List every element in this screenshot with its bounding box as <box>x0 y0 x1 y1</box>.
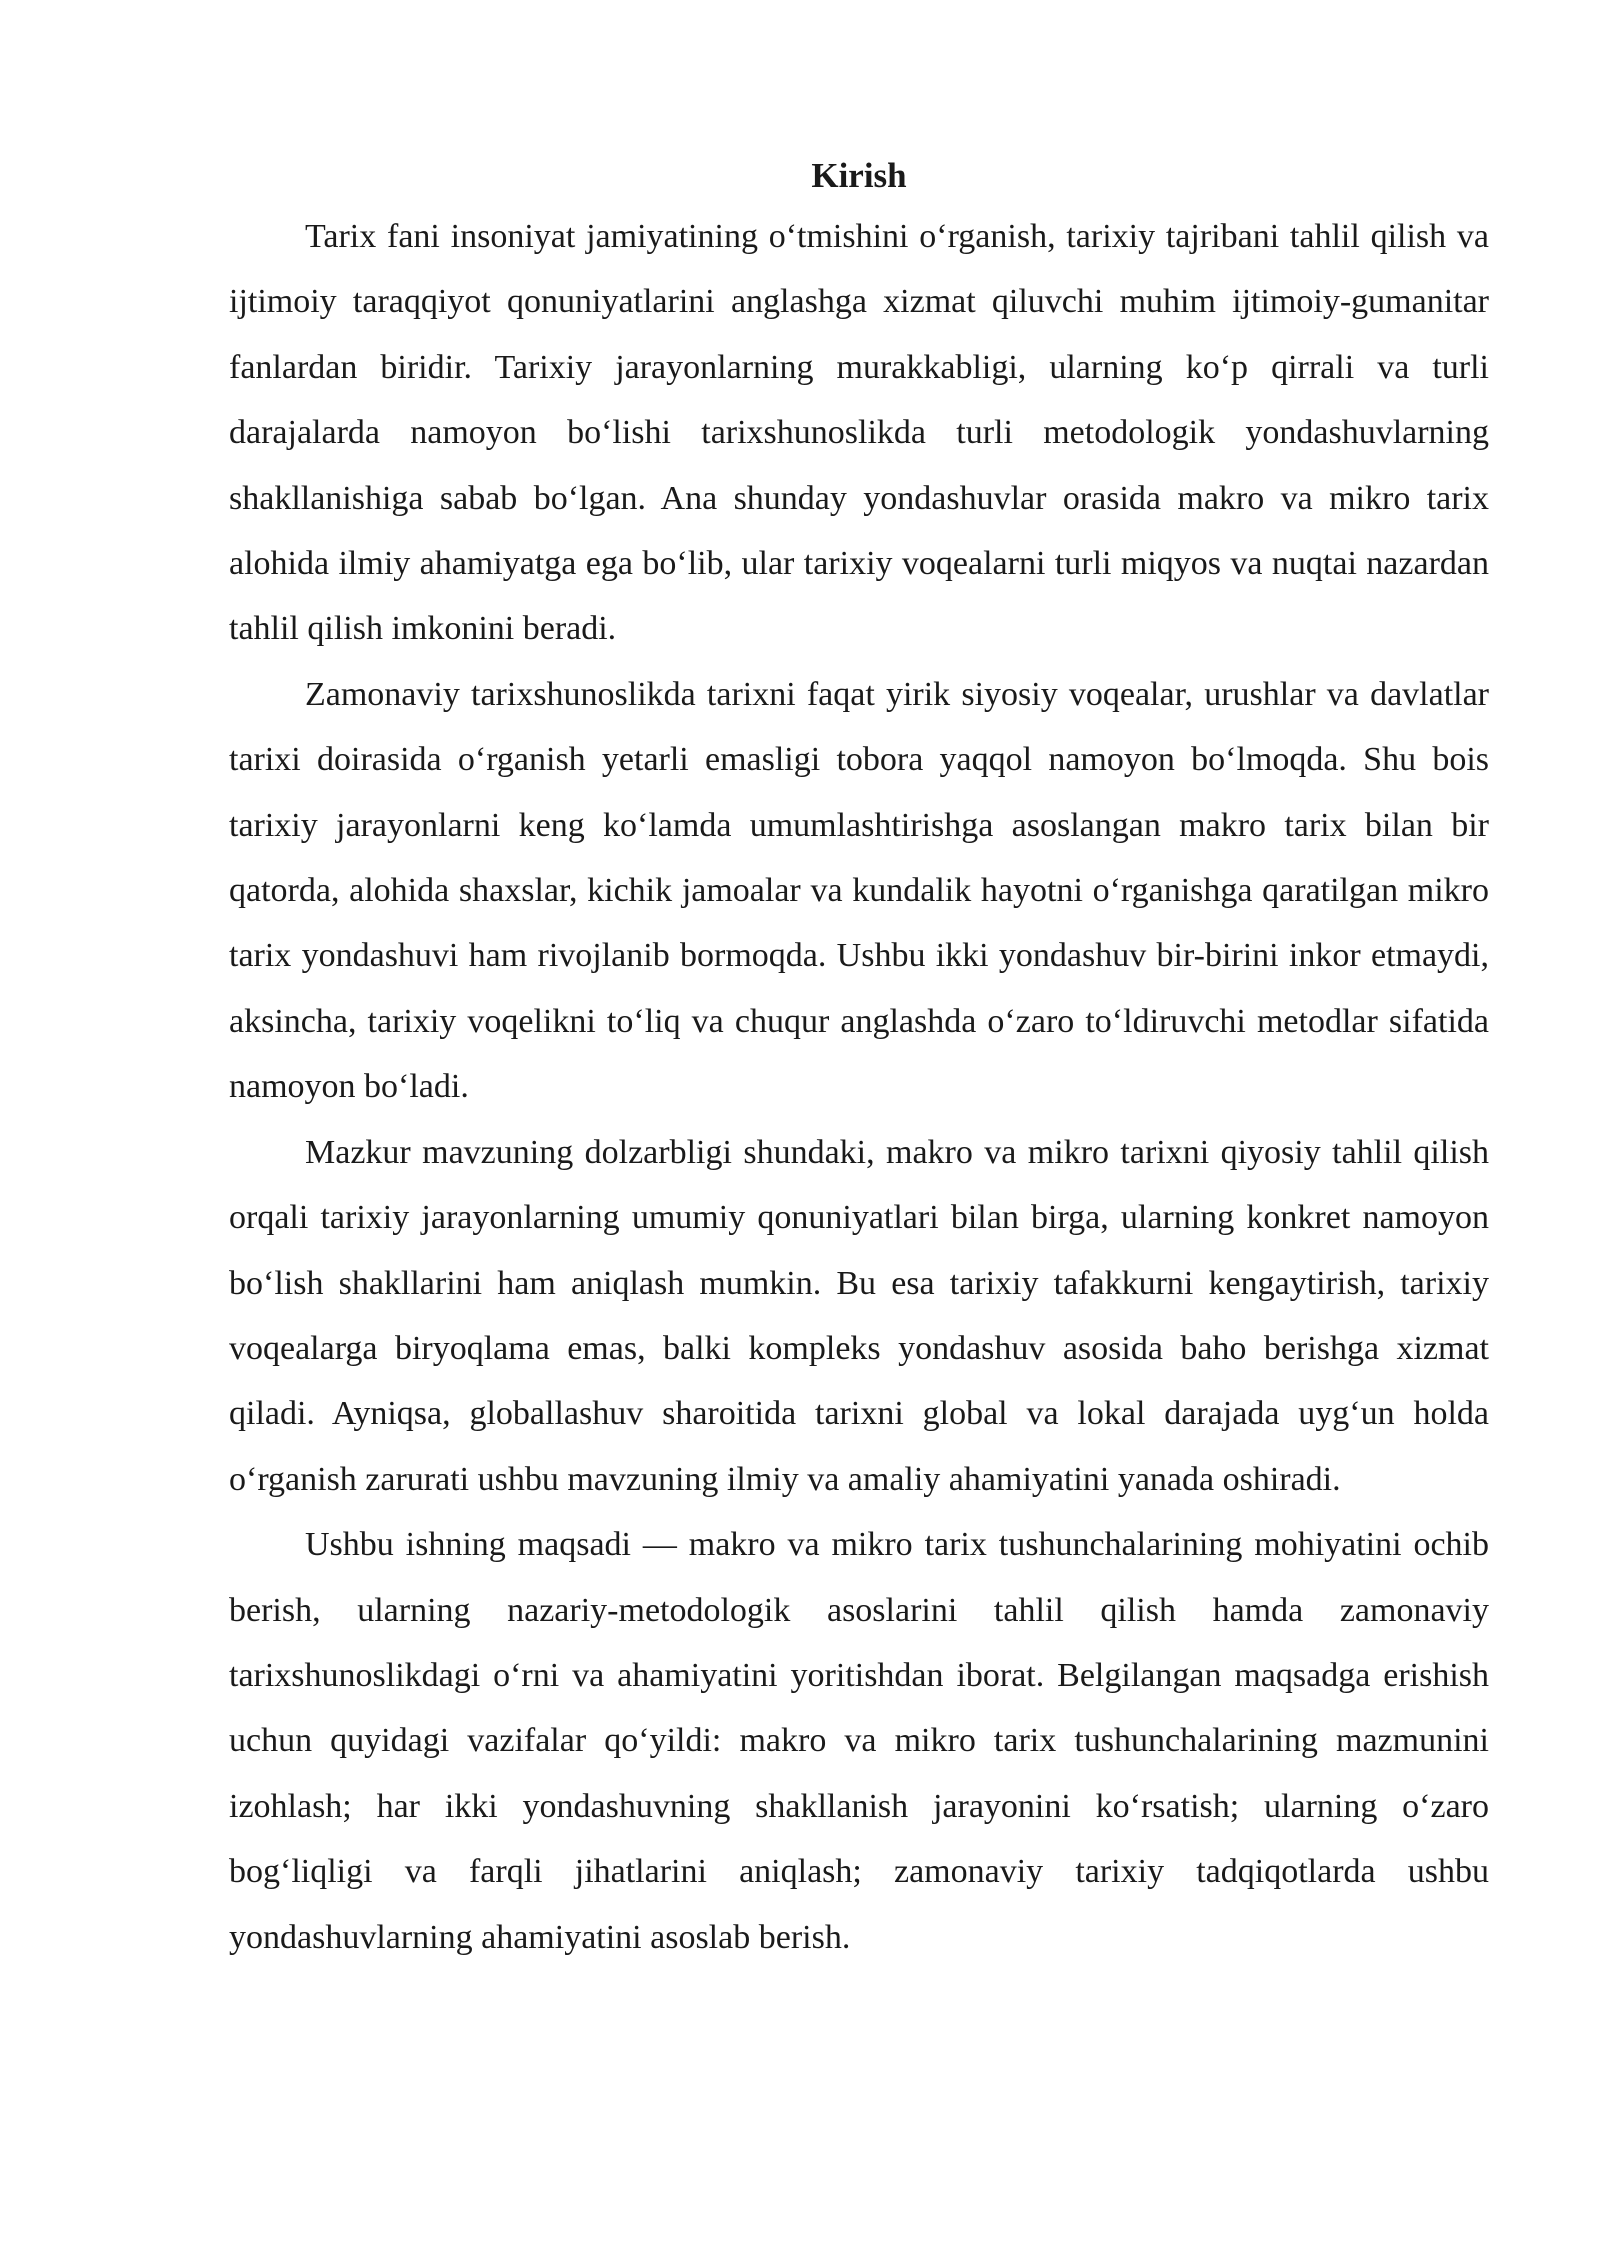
paragraph-2: Zamonaviy tarixshunoslikda tarixni faqat yirik siyosiy voqealar, urushlar va davlatlar tarixi doirasida o‘rganish yetarli emasligi tobora yaqqol namoyon bo‘lmoqda. Shu bois tarixiy jarayonlarni keng ko‘lamda umumlashtirishga asoslangan makro tarix bilan bir qatorda, alohida shaxslar, kichik jamoalar va kundalik hayotni o‘rganishga qaratilgan mikro tarix yondashuvi ham rivojlanib bormoqda. Ushbu ikki yondashuv bir-birini inkor etmaydi, aksincha, tarixiy voqelikni to‘liq va chuqur anglashda o‘zaro to‘ldiruvchi metodlar sifatida namoyon bo‘ladi. <box>229 675 1489 1106</box>
page-title: Kirish <box>811 156 907 195</box>
paragraph-4: Ushbu ishning maqsadi — makro va mikro tarix tushunchalarining mohiyatini ochib berish, ularning nazariy-metodologik asoslarini tahlil qilish hamda zamonaviy tarixshunoslikdagi o‘rni va ahamiyatini yoritishdan iborat. Belgilangan maqsadga erishish uchun quyidagi vazifalar qo‘yildi: makro va mikro tarix tushunchalarining mazmunini izohlash; har ikki yondashuvning shakllanish jarayonini ko‘rsatish; ularning o‘zaro bog‘liqligi va farqli jihatlarini aniqlash; zamonaviy tarixiy tadqiqotlarda ushbu yondashuvlarning ahamiyatini asoslab berish. <box>229 1526 1489 1956</box>
document-body <box>229 148 1489 1970</box>
paragraph-3: Mazkur mavzuning dolzarbligi shundaki, makro va mikro tarixni qiyosiy tahlil qilish orqali tarixiy jarayonlarning umumiy qonuniyatlari bilan birga, ularning konkret namoyon bo‘lish shakllarini ham aniqlash mumkin. Bu esa tarixiy tafakkurni kengaytirish, tarixiy voqealarga biryoqlama emas, balki kompleks yondashuv asosida baho berishga xizmat qiladi. Ayniqsa, globallashuv sharoitida tarixni global va lokal darajada uyg‘un holda o‘rganish zarurati ushbu mavzuning ilmiy va amaliy ahamiyatini yanada oshiradi. <box>229 1133 1489 1498</box>
paragraph-1: Tarix fani insoniyat jamiyatining o‘tmishini o‘rganish, tarixiy tajribani tahlil qilish va ijtimoiy taraqqiyot qonuniyatlarini anglashga xizmat qiluvchi muhim ijtimoiy-gumanitar fanlardan biridir. Tarixiy jarayonlarning murakkabligi, ularning ko‘p qirrali va turli darajalarda namoyon bo‘lishi tarixshunoslikda turli metodologik yondashuvlarning shakllanishiga sabab bo‘lgan. Ana shunday yondashuvlar orasida makro va mikro tarix alohida ilmiy ahamiyatga ega bo‘lib, ular tarixiy voqealarni turli miqyos va nuqtai nazardan tahlil qilish imkonini beradi. <box>229 218 1489 648</box>
